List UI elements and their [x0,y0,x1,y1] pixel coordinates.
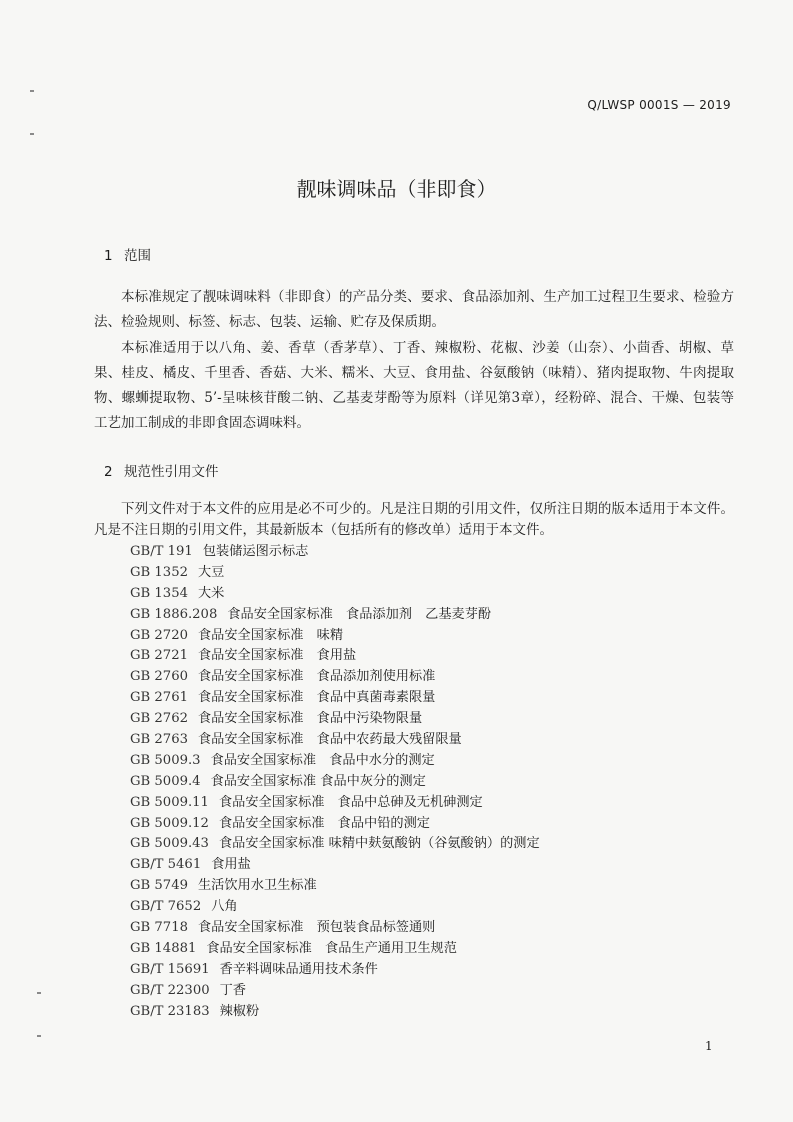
reference-item [130,897,690,918]
section-1-paragraph-2: 本标准适用于以八角、姜、香草（香茅草）、丁香、辣椒粉、花椒、沙姜（山奈）、小茴香、胡椒、草果、桂皮、橘皮、千里香、香菇、大米、糯米、大豆、食用盐、谷氨酸钠（味精）、猪肉提取物、牛肉提取物、螺蛳提取物、5’-呈味核苷酸二钠、乙基麦芽酚等为原料（详见第3章），经粉碎、混合、干燥、包装等工艺加工制成的非即食固态调味料。 [94,340,734,431]
reference-item [130,814,690,835]
reference-title: 食品安全国家标准 食品中总砷及无机砷测定 [218,794,483,810]
reference-item [130,667,690,688]
reference-code: GB/T 191 [130,544,193,559]
reference-item [130,981,690,1002]
reference-title: 食品安全国家标准 食品中灰分的测定 [210,773,426,789]
reference-item [130,646,690,667]
reference-code: GB/T 7652 [130,899,202,915]
reference-code: GB 2763 [130,732,188,748]
section-title: 范围 [124,248,151,264]
reference-code: GB 5009.11 [130,794,209,810]
reference-item [130,542,690,563]
reference-code: GB 5749 [130,878,188,894]
scan-mark [37,992,41,994]
reference-item [130,709,690,730]
reference-code: GB 5009.12 [130,815,209,831]
reference-list [130,542,690,1022]
section-title: 规范性引用文件 [124,464,219,480]
reference-item [130,939,690,960]
reference-code: GB 7718 [130,920,188,936]
reference-title: 食品安全国家标准 食品生产通用卫生规范 [206,940,457,956]
reference-title: 辣椒粉 [219,1003,260,1019]
reference-item [130,960,690,981]
reference-item [130,876,690,897]
reference-title: 食品安全国家标准 食品中铅的测定 [218,815,430,831]
reference-code: GB/T 15691 [130,961,210,977]
reference-item [130,730,690,751]
reference-item [130,855,690,876]
reference-code: GB 2762 [130,711,188,727]
standard-code: Q/LWSP 0001S — 2019 [587,98,731,112]
reference-title: 生活饮用水卫生标准 [197,878,317,894]
reference-item [130,834,690,855]
reference-code: GB 1886.208 [130,606,218,622]
reference-title: 食品安全国家标准 食用盐 [197,648,357,664]
scan-mark [37,1035,41,1037]
section-2-heading [104,460,219,480]
reference-title: 食品安全国家标准 食品中污染物限量 [197,711,423,727]
scan-mark [30,90,34,92]
reference-title: 大米 [197,585,225,601]
reference-title: 食品安全国家标准 食品中水分的测定 [210,752,435,768]
reference-item [130,605,690,626]
section-number: 2 [104,464,113,480]
reference-code: GB 1354 [130,585,188,601]
reference-item [130,563,690,584]
reference-title: 食品安全国家标准 味精 [197,627,344,643]
reference-item [130,1002,690,1023]
reference-item [130,584,690,605]
section-1-heading [104,244,151,264]
reference-title: 丁香 [219,982,246,998]
section-1-paragraph-1: 本标准规定了靓味调味料（非即食）的产品分类、要求、食品添加剂、生产加工过程卫生要求、检验方法、检验规则、标签、标志、包装、运输、贮存及保质期。 [94,289,734,330]
reference-item [130,918,690,939]
section-2-paragraph-1: 下列文件对于本文件的应用是必不可少的。凡是注日期的引用文件，仅所注日期的版本适用于本文件。凡是不注日期的引用文件，其最新版本（包括所有的修改单）适用于本文件。 [94,501,734,538]
reference-title: 食品安全国家标准 食品中农药最大残留限量 [197,732,462,748]
reference-title: 包装储运图示标志 [202,544,309,559]
reference-title: 香辛料调味品通用技术条件 [219,961,378,977]
reference-title: 食品安全国家标准 预包装食品标签通则 [197,920,436,936]
document-title: 靓味调味品（非即食） [296,177,497,201]
reference-code: GB/T 22300 [130,982,210,998]
reference-item [130,626,690,647]
reference-code: GB 2761 [130,690,188,706]
reference-title: 大豆 [197,564,225,580]
reference-item [130,751,690,772]
reference-code: GB 5009.4 [130,773,201,789]
reference-code: GB 2720 [130,627,188,643]
page-number: 1 [705,1039,713,1053]
reference-code: GB 2760 [130,669,188,685]
reference-title: 食品安全国家标准 食品添加剂 乙基麦芽酚 [227,606,492,622]
reference-code: GB 1352 [130,564,188,580]
reference-code: GB/T 5461 [130,857,202,873]
reference-code: GB 2721 [130,648,188,664]
scan-mark [30,133,34,135]
reference-code: GB 5009.43 [130,836,209,852]
reference-title: 食品安全国家标准 食品添加剂使用标准 [197,669,436,685]
reference-item [130,688,690,709]
reference-title: 八角 [211,899,238,915]
section-number: 1 [104,248,113,264]
reference-code: GB 14881 [130,940,197,956]
reference-code: GB/T 23183 [130,1003,210,1019]
reference-title: 食品安全国家标准 食品中真菌毒素限量 [197,690,436,706]
reference-title: 食用盐 [211,857,251,873]
reference-title: 食品安全国家标准 味精中麸氨酸钠（谷氨酸钠）的测定 [218,836,540,852]
reference-code: GB 5009.3 [130,752,201,768]
reference-item [130,772,690,793]
reference-item [130,793,690,814]
